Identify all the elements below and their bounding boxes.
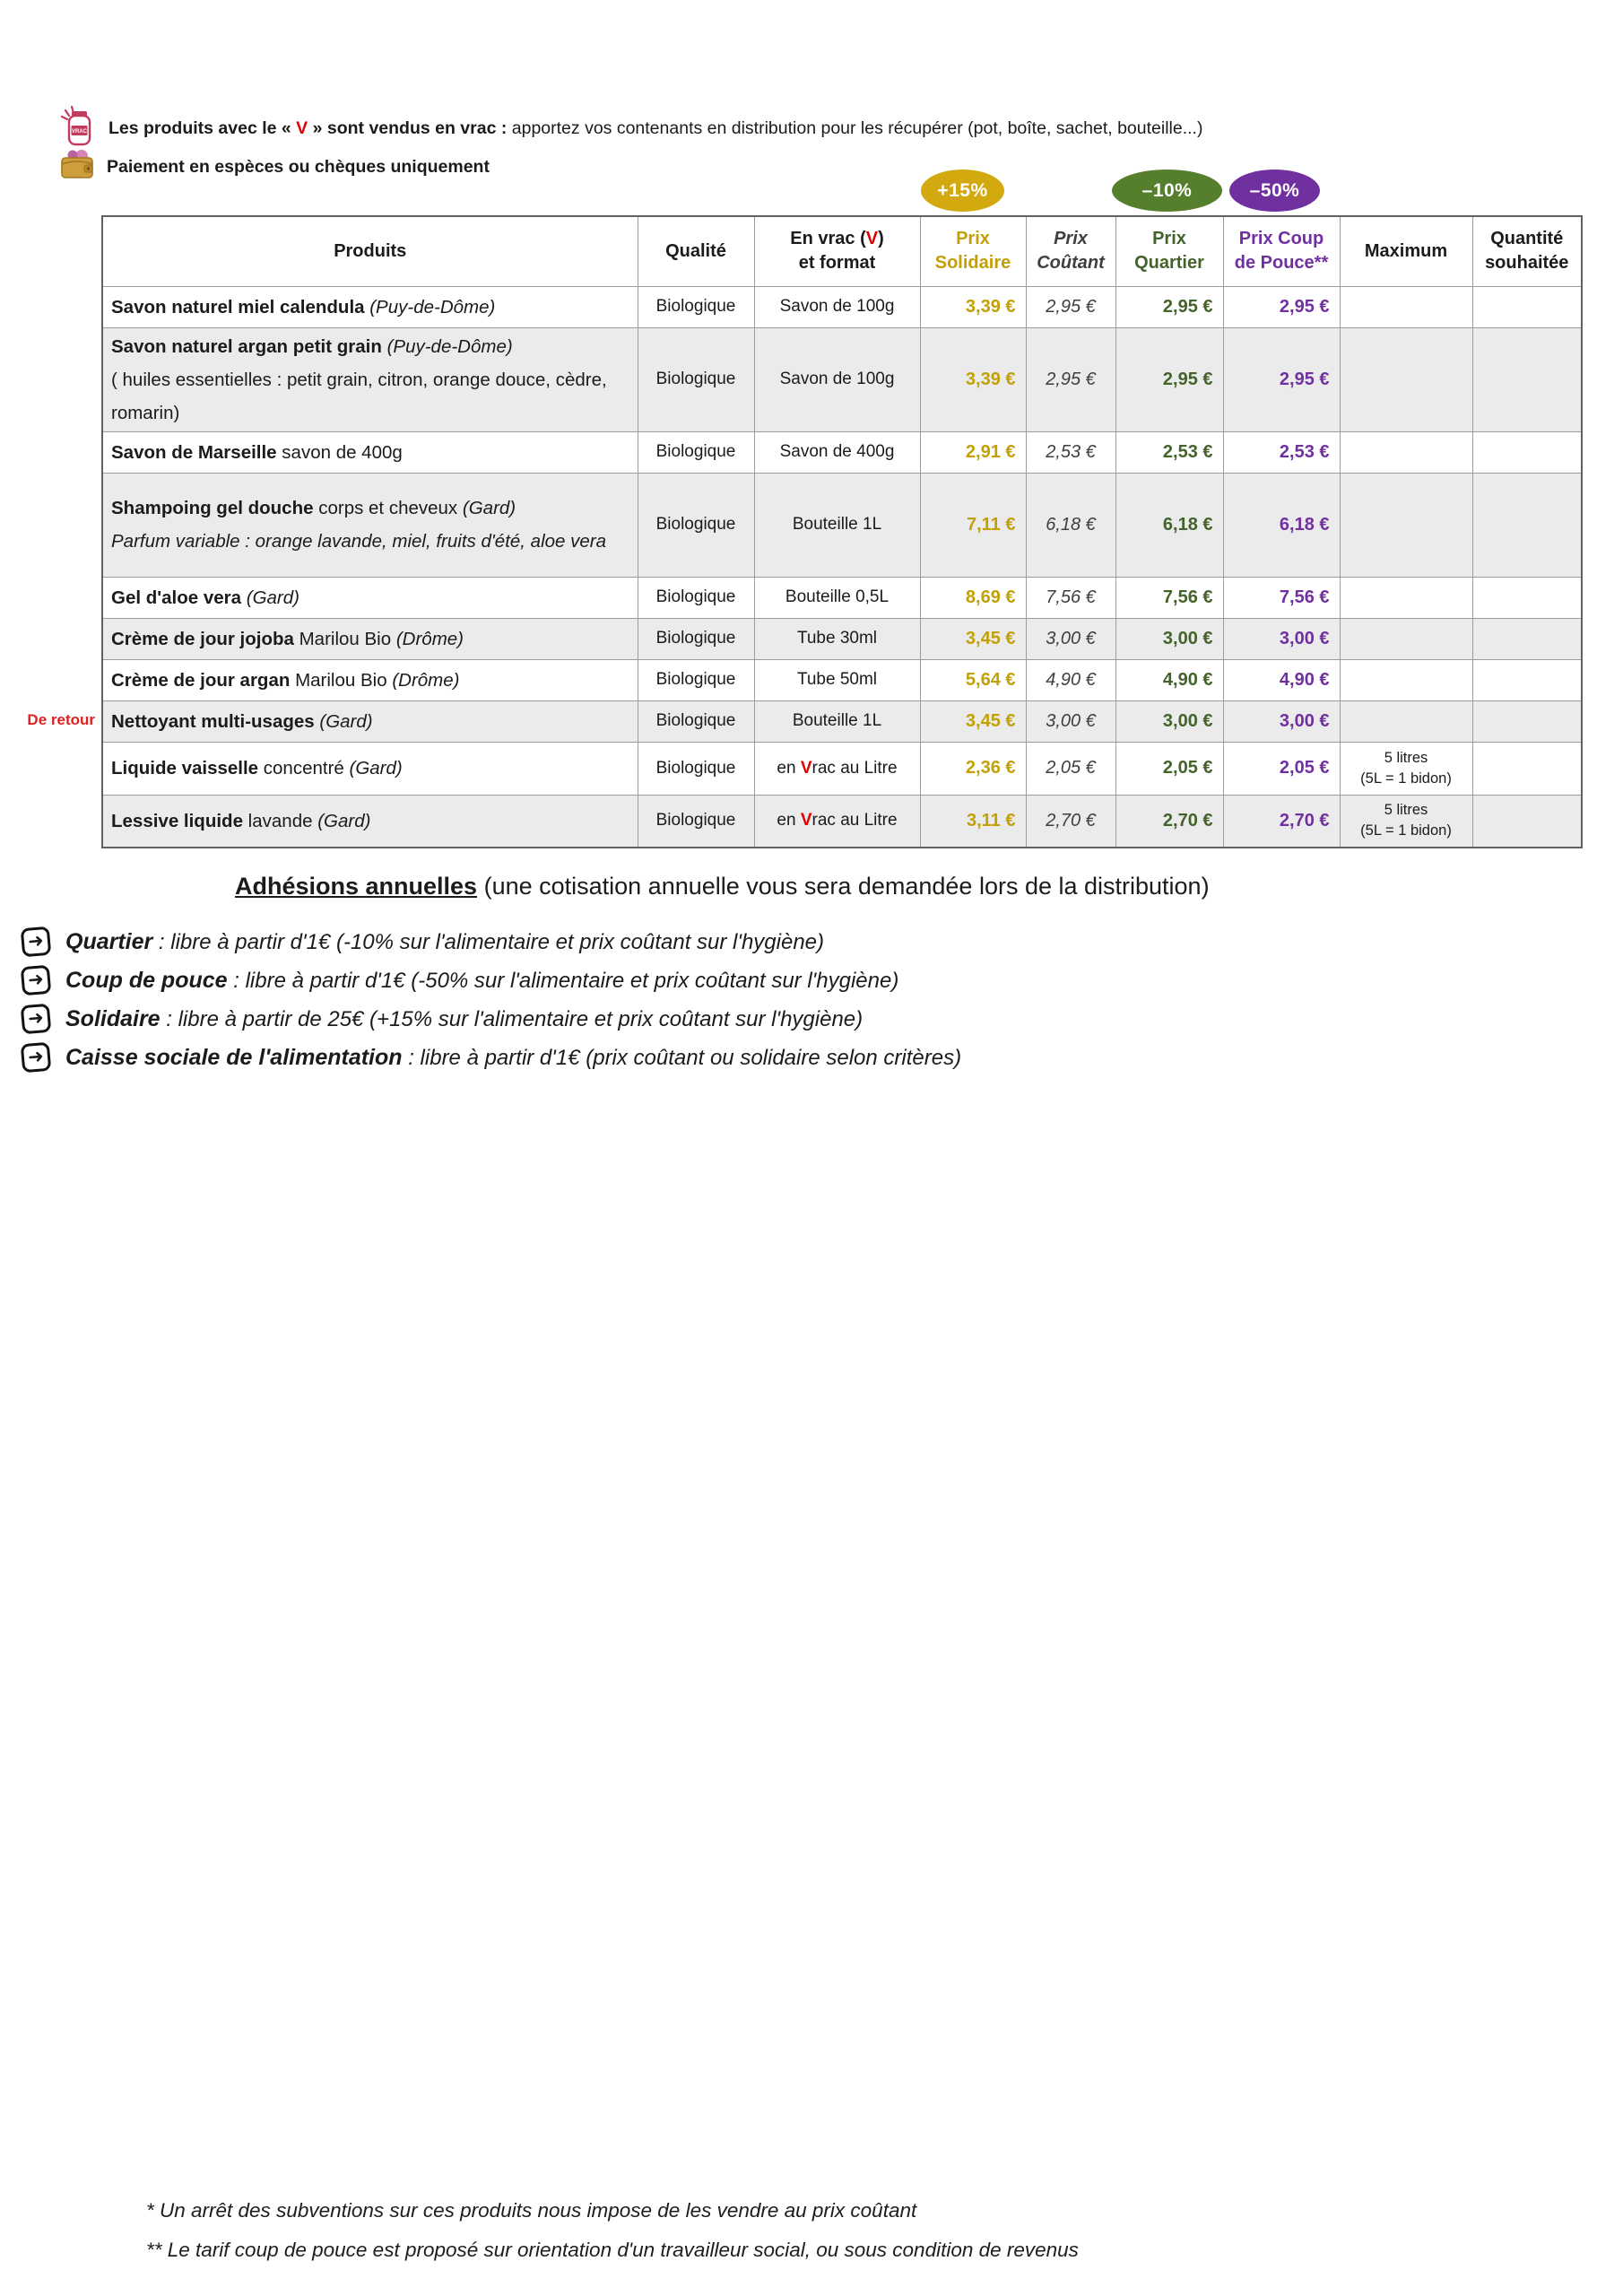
price-solidaire-cell: 8,69 € — [920, 577, 1026, 618]
product-row — [102, 795, 1582, 848]
price-table — [101, 215, 1583, 848]
price-coup-de-pouce-cell: 3,00 € — [1223, 618, 1340, 659]
product-name-cell: Savon de Marseille savon de 400g — [102, 431, 638, 473]
price-coup-de-pouce-cell: 6,18 € — [1223, 473, 1340, 577]
product-row — [102, 700, 1582, 742]
price-coup-de-pouce-cell: 3,00 € — [1223, 700, 1340, 742]
product-row — [102, 327, 1582, 431]
format-cell: Savon de 100g — [754, 327, 920, 431]
adhesion-item-coup-de-pouce: ➜ Coup de pouce : libre à partir d'1€ (-50% sur l'alimentaire et prix coûtant sur l'hygiène) — [22, 962, 898, 998]
price-solidaire-cell: 3,39 € — [920, 286, 1026, 327]
product-row — [102, 431, 1582, 473]
header-prix-coup-de-pouce: Prix Coup de Pouce** — [1223, 216, 1340, 286]
product-name-cell: Crème de jour argan Marilou Bio (Drôme) — [102, 659, 638, 700]
header-qualite: Qualité — [638, 216, 754, 286]
quantity-cell — [1472, 473, 1582, 577]
vrac-notice-text: Les produits avec le « V » sont vendus en vrac : apportez vos contenants en distribution pour les récupérer (pot, boîte, sachet, bouteille...) — [108, 117, 1203, 138]
price-quartier-cell: 2,95 € — [1115, 286, 1223, 327]
adhesion-item-solidaire: ➜ Solidaire : libre à partir de 25€ (+15% sur l'alimentaire et prix coûtant sur l'hygiène) — [22, 1001, 863, 1037]
quantity-cell — [1472, 795, 1582, 848]
quality-cell: Biologique — [638, 577, 754, 618]
product-name-cell: Savon naturel argan petit grain (Puy-de-Dôme) ( huiles essentielles : petit grain, citron, orange douce, cèdre, romarin) — [102, 327, 638, 431]
quality-cell: Biologique — [638, 286, 754, 327]
format-cell: en Vrac au Litre — [754, 742, 920, 795]
price-coup-de-pouce-cell: 4,90 € — [1223, 659, 1340, 700]
quantity-cell — [1472, 327, 1582, 431]
quality-cell: Biologique — [638, 618, 754, 659]
price-quartier-cell: 3,00 € — [1115, 618, 1223, 659]
price-coup-de-pouce-cell: 2,95 € — [1223, 327, 1340, 431]
price-coutant-cell: 6,18 € — [1026, 473, 1115, 577]
maximum-cell — [1340, 659, 1472, 700]
price-quartier-cell: 2,70 € — [1115, 795, 1223, 848]
product-name-cell: Crème de jour jojoba Marilou Bio (Drôme) — [102, 618, 638, 659]
product-name-cell: Savon naturel miel calendula (Puy-de-Dôme) — [102, 286, 638, 327]
arrow-icon: ➜ — [21, 926, 52, 958]
table-header-row — [102, 216, 1582, 286]
quality-cell: Biologique — [638, 473, 754, 577]
format-cell: Bouteille 0,5L — [754, 577, 920, 618]
quantity-cell — [1472, 286, 1582, 327]
vrac-jar-icon — [59, 104, 97, 152]
format-cell: Tube 30ml — [754, 618, 920, 659]
format-cell: Savon de 100g — [754, 286, 920, 327]
badge-minus10: –10% — [1112, 170, 1222, 212]
product-row — [102, 659, 1582, 700]
format-cell: Savon de 400g — [754, 431, 920, 473]
quality-cell: Biologique — [638, 742, 754, 795]
arrow-icon: ➜ — [21, 1042, 52, 1074]
footnote-coup-de-pouce: ** Le tarif coup de pouce est proposé sur orientation d'un travailleur social, ou sous condition de revenus — [146, 2239, 1079, 2261]
header-prix-quartier: Prix Quartier — [1115, 216, 1223, 286]
wallet-icon — [59, 147, 95, 187]
price-coutant-cell: 2,95 € — [1026, 286, 1115, 327]
adhesions-title: Adhésions annuelles (une cotisation annuelle vous sera demandée lors de la distribution) — [235, 873, 1210, 900]
quality-cell: Biologique — [638, 431, 754, 473]
svg-text:VRAC: VRAC — [71, 129, 88, 135]
quantity-cell — [1472, 659, 1582, 700]
product-name-cell: Liquide vaisselle concentré (Gard) — [102, 742, 638, 795]
format-cell: en Vrac au Litre — [754, 795, 920, 848]
price-coutant-cell: 7,56 € — [1026, 577, 1115, 618]
product-name-cell: Nettoyant multi-usages (Gard) — [102, 700, 638, 742]
header-prix-solidaire: Prix Solidaire — [920, 216, 1026, 286]
price-quartier-cell: 2,53 € — [1115, 431, 1223, 473]
header-maximum: Maximum — [1340, 216, 1472, 286]
price-solidaire-cell: 3,45 € — [920, 700, 1026, 742]
maximum-cell: 5 litres (5L = 1 bidon) — [1340, 795, 1472, 848]
maximum-cell — [1340, 286, 1472, 327]
price-coutant-cell: 2,70 € — [1026, 795, 1115, 848]
quality-cell: Biologique — [638, 659, 754, 700]
arrow-icon: ➜ — [21, 965, 52, 996]
vrac-notice — [59, 104, 1202, 152]
payment-notice-text: Paiement en espèces ou chèques uniquement — [107, 156, 490, 177]
quantity-cell — [1472, 700, 1582, 742]
price-quartier-cell: 2,05 € — [1115, 742, 1223, 795]
product-row — [102, 742, 1582, 795]
product-row — [102, 618, 1582, 659]
quantity-cell — [1472, 577, 1582, 618]
header-vrac-format: En vrac (V) et format — [754, 216, 920, 286]
price-quartier-cell: 7,56 € — [1115, 577, 1223, 618]
product-row — [102, 577, 1582, 618]
adhesion-item-quartier: ➜ Quartier : libre à partir d'1€ (-10% sur l'alimentaire et prix coûtant sur l'hygiène) — [22, 924, 824, 960]
badge-plus15: +15% — [921, 170, 1004, 212]
quantity-cell — [1472, 618, 1582, 659]
product-name-cell: Lessive liquide lavande (Gard) — [102, 795, 638, 848]
price-coup-de-pouce-cell: 2,70 € — [1223, 795, 1340, 848]
quality-cell: Biologique — [638, 700, 754, 742]
format-cell: Tube 50ml — [754, 659, 920, 700]
price-coutant-cell: 2,95 € — [1026, 327, 1115, 431]
maximum-cell — [1340, 473, 1472, 577]
price-solidaire-cell: 2,36 € — [920, 742, 1026, 795]
price-coup-de-pouce-cell: 2,95 € — [1223, 286, 1340, 327]
maximum-cell: 5 litres (5L = 1 bidon) — [1340, 742, 1472, 795]
badge-minus50: –50% — [1229, 170, 1320, 212]
price-coutant-cell: 3,00 € — [1026, 700, 1115, 742]
maximum-cell — [1340, 327, 1472, 431]
price-coutant-cell: 4,90 € — [1026, 659, 1115, 700]
price-solidaire-cell: 5,64 € — [920, 659, 1026, 700]
payment-notice — [59, 147, 490, 187]
maximum-cell — [1340, 700, 1472, 742]
price-solidaire-cell: 3,11 € — [920, 795, 1026, 848]
quantity-cell — [1472, 742, 1582, 795]
product-name-cell: Gel d'aloe vera (Gard) — [102, 577, 638, 618]
price-solidaire-cell: 7,11 € — [920, 473, 1026, 577]
price-coutant-cell: 2,05 € — [1026, 742, 1115, 795]
price-solidaire-cell: 3,39 € — [920, 327, 1026, 431]
product-row — [102, 473, 1582, 577]
maximum-cell — [1340, 618, 1472, 659]
maximum-cell — [1340, 431, 1472, 473]
arrow-icon: ➜ — [21, 1004, 52, 1035]
header-quantite: Quantité souhaitée — [1472, 216, 1582, 286]
price-quartier-cell: 6,18 € — [1115, 473, 1223, 577]
footnote-prix-coutant: * Un arrêt des subventions sur ces produits nous impose de les vendre au prix coûtant — [146, 2199, 917, 2222]
format-cell: Bouteille 1L — [754, 700, 920, 742]
price-solidaire-cell: 3,45 € — [920, 618, 1026, 659]
price-coup-de-pouce-cell: 2,05 € — [1223, 742, 1340, 795]
quality-cell: Biologique — [638, 327, 754, 431]
header-prix-coutant: Prix Coûtant — [1026, 216, 1115, 286]
format-cell: Bouteille 1L — [754, 473, 920, 577]
de-retour-marker: De retour — [27, 711, 95, 728]
adhesion-item-caisse-sociale: ➜ Caisse sociale de l'alimentation : libre à partir d'1€ (prix coûtant ou solidaire selon critères) — [22, 1039, 961, 1075]
price-coup-de-pouce-cell: 2,53 € — [1223, 431, 1340, 473]
price-quartier-cell: 4,90 € — [1115, 659, 1223, 700]
product-name-cell: Shampoing gel douche corps et cheveux (Gard) Parfum variable : orange lavande, miel, fruits d'été, aloe vera — [102, 473, 638, 577]
price-solidaire-cell: 2,91 € — [920, 431, 1026, 473]
header-produits: Produits — [102, 216, 638, 286]
price-coutant-cell: 3,00 € — [1026, 618, 1115, 659]
price-coup-de-pouce-cell: 7,56 € — [1223, 577, 1340, 618]
quality-cell: Biologique — [638, 795, 754, 848]
price-quartier-cell: 3,00 € — [1115, 700, 1223, 742]
price-quartier-cell: 2,95 € — [1115, 327, 1223, 431]
price-coutant-cell: 2,53 € — [1026, 431, 1115, 473]
maximum-cell — [1340, 577, 1472, 618]
quantity-cell — [1472, 431, 1582, 473]
product-row — [102, 286, 1582, 327]
